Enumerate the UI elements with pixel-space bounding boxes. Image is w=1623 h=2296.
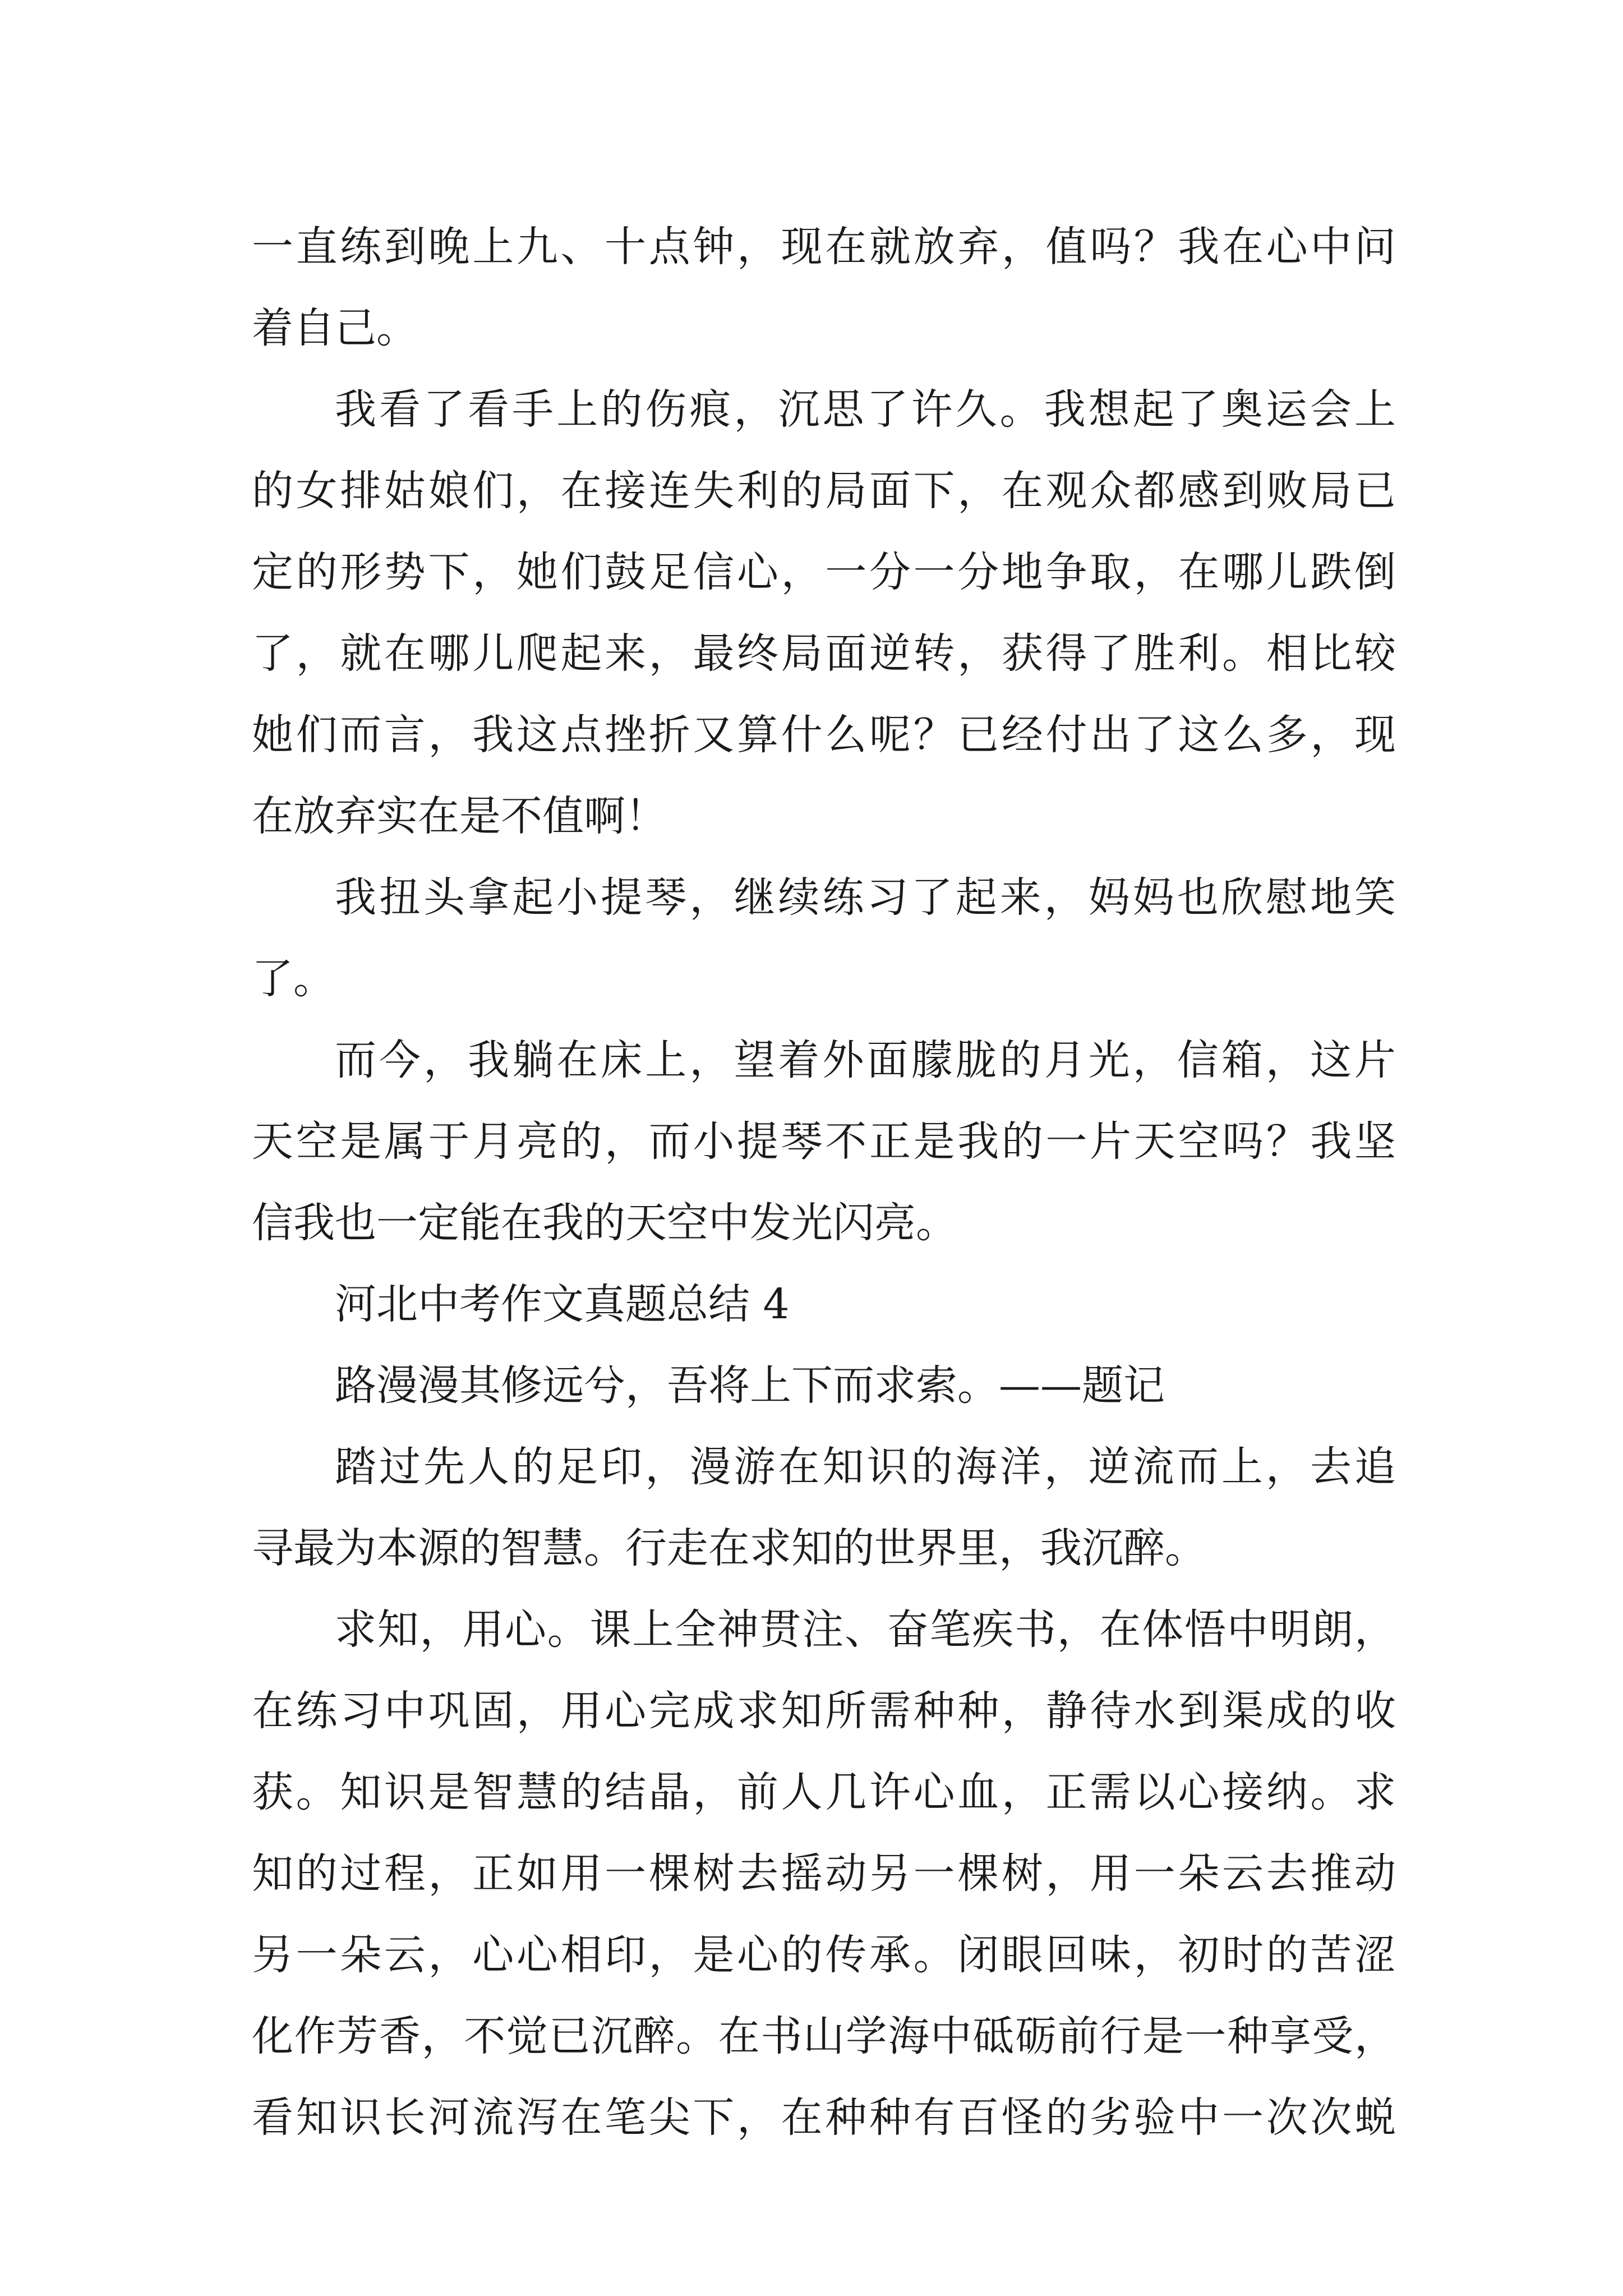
text-line: 一直练到晚上九、十点钟，现在就放弃，值吗？我在心中问: [252, 223, 1396, 271]
text-line: 化作芳香，不觉已沉醉。在书山学海中砥砺前行是一种享受，: [252, 2012, 1396, 2060]
text-line: 另一朵云，心心相印，是心的传承。闭眼回味，初时的苦涩: [252, 1931, 1396, 1979]
text-line: 寻最为本源的智慧。行走在求知的世界里，我沉醉。: [252, 1524, 1206, 1572]
text-line: 获。知识是智慧的结晶，前人几许心血，正需以心接纳。求: [252, 1768, 1396, 1816]
text-line: 求知，用心。课上全神贯注、奋笔疾书，在体悟中明朗，: [335, 1605, 1396, 1654]
document-body: [252, 206, 1396, 2159]
text-line: 看知识长河流泻在笔尖下，在种种有百怪的劣验中一次次蜕: [252, 2093, 1396, 2142]
section-heading: 河北中考作文真题总结 4: [335, 1280, 790, 1328]
text-line: 在放弃实在是不值啊！: [252, 792, 667, 840]
epigraph: 路漫漫其修远兮，吾将上下而求索。——题记: [335, 1361, 1165, 1410]
text-line: 的女排姑娘们，在接连失利的局面下，在观众都感到败局已: [252, 467, 1396, 515]
text-line: 天空是属于月亮的，而小提琴不正是我的一片天空吗？我坚: [252, 1117, 1396, 1166]
text-line: 而今，我躺在床上，望着外面朦胧的月光，信箱，这片: [335, 1036, 1396, 1084]
text-line: 在练习中巩固，用心完成求知所需种种，静待水到渠成的收: [252, 1687, 1396, 1735]
text-line: 踏过先人的足印，漫游在知识的海洋，逆流而上，去追: [335, 1443, 1396, 1491]
text-line: 信我也一定能在我的天空中发光闪亮。: [252, 1199, 957, 1247]
text-line: 她们而言，我这点挫折又算什么呢？已经付出了这么多，现: [252, 711, 1396, 759]
text-line: 定的形势下，她们鼓足信心，一分一分地争取，在哪儿跌倒: [252, 548, 1396, 596]
text-line: 我扭头拿起小提琴，继续练习了起来，妈妈也欣慰地笑: [335, 873, 1396, 922]
text-line: 我看了看手上的伤痕，沉思了许久。我想起了奥运会上: [335, 385, 1396, 434]
text-line: 着自己。: [252, 304, 418, 352]
text-line: 了。: [252, 955, 335, 1003]
text-line: 了，就在哪儿爬起来，最终局面逆转，获得了胜利。相比较: [252, 629, 1396, 678]
text-line: 知的过程，正如用一棵树去摇动另一棵树，用一朵云去推动: [252, 1849, 1396, 1898]
